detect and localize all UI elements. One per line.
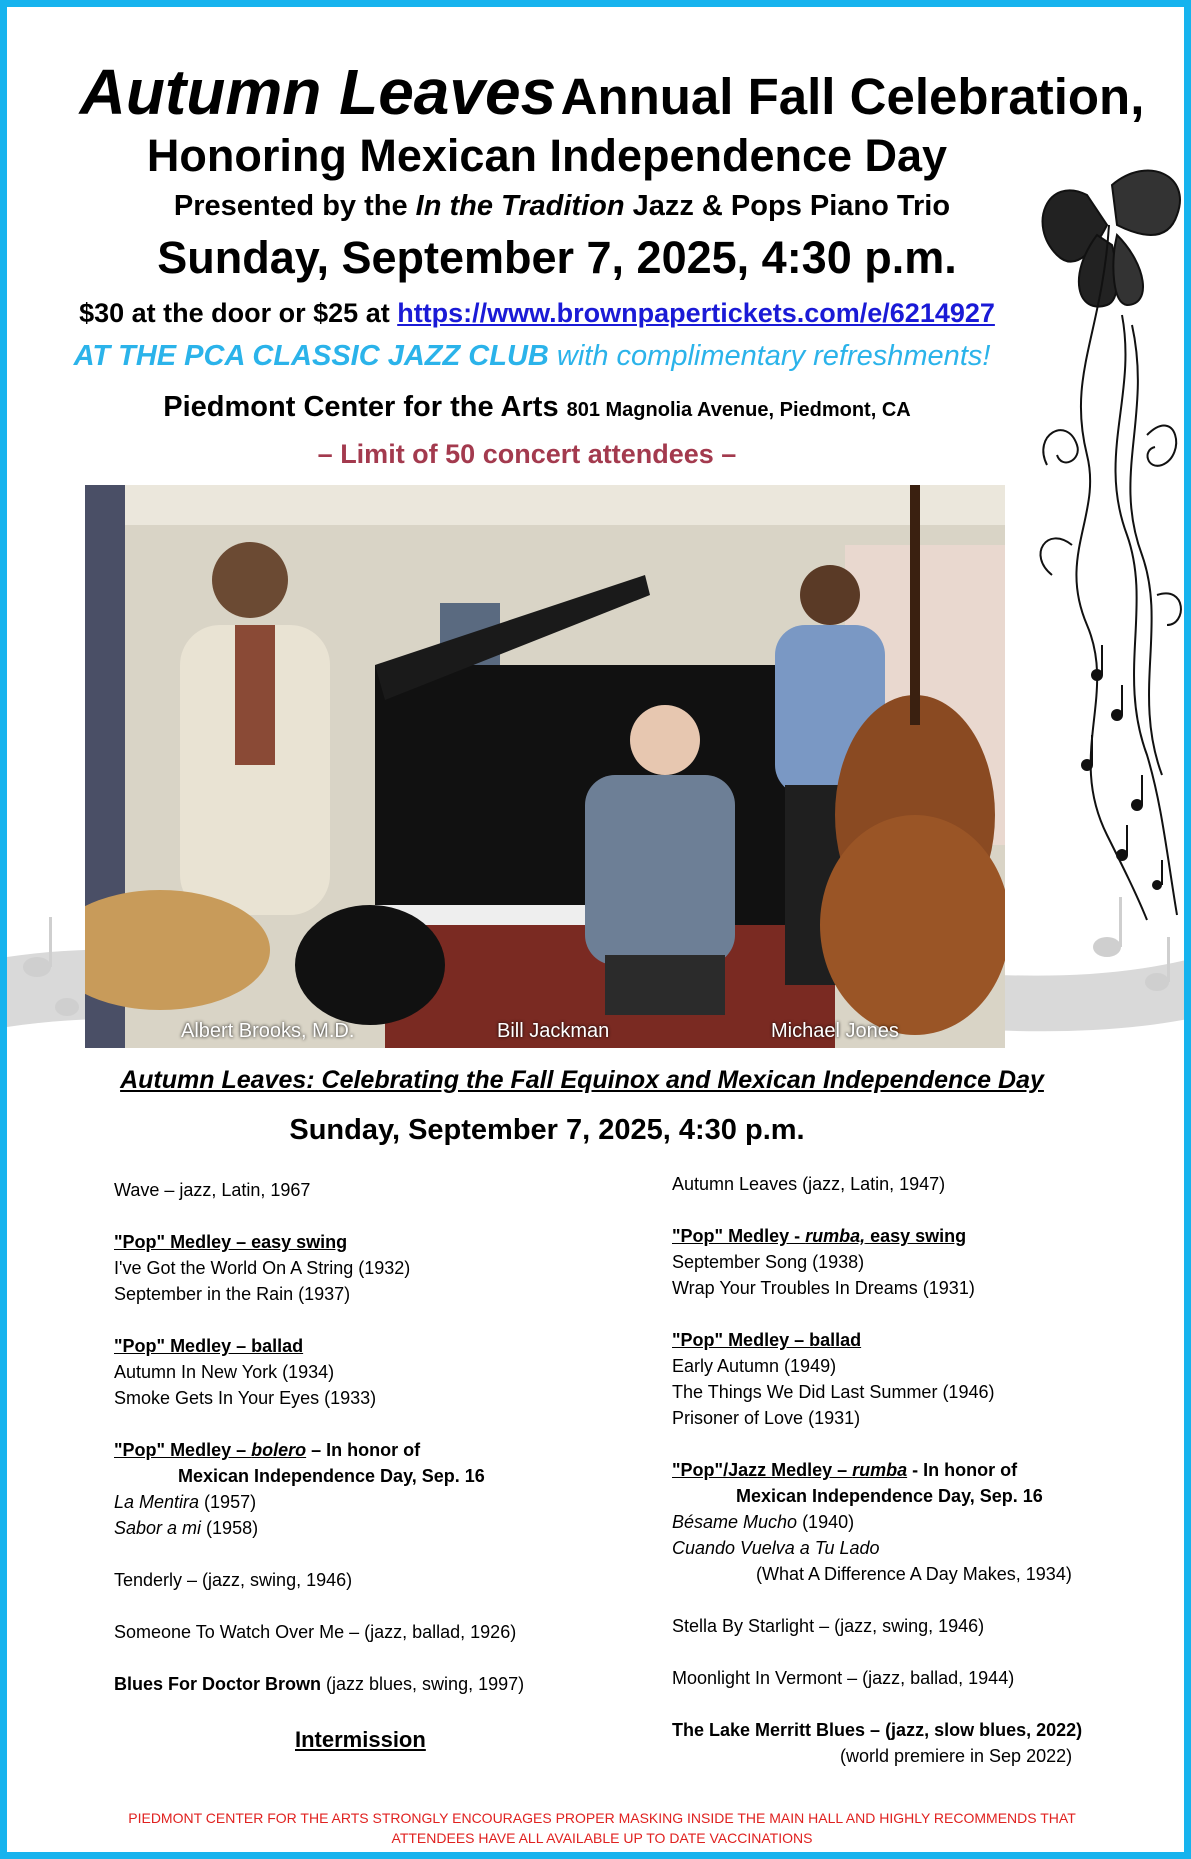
event-datetime: Sunday, September 7, 2025, 4:30 p.m. <box>157 232 957 283</box>
list-item: Early Autumn (1949) <box>672 1356 837 1376</box>
trio-photo <box>85 485 1005 1048</box>
medley-heading: "Pop" Medley – ballad <box>672 1330 862 1350</box>
caption-bill-jackman: Bill Jackman <box>497 1020 610 1042</box>
medley-heading <box>114 1437 674 1463</box>
list-item: Moonlight In Vermont – (jazz, ballad, 1944) <box>672 1668 1015 1688</box>
song-note: (world premiere in Sep 2022) <box>840 1746 1073 1766</box>
medley-heading-line2: Mexican Independence Day, Sep. 16 <box>178 1466 485 1486</box>
medley-heading-pre: "Pop"/Jazz Medley – <box>672 1460 853 1480</box>
program-title <box>82 1066 1082 1095</box>
venue-name: Piedmont Center for the Arts <box>163 391 559 423</box>
song-title: Sabor a mi <box>114 1518 202 1538</box>
medley-heading-pre: "Pop" Medley - <box>672 1226 806 1246</box>
list-item <box>114 1515 674 1541</box>
presented-post: Jazz & Pops Piano Trio <box>624 190 951 222</box>
song-title: La Mentira <box>114 1492 200 1512</box>
caption-albert-brooks: Albert Brooks, M.D. <box>181 1020 355 1042</box>
list-item <box>672 1509 1172 1535</box>
list-item: Tenderly – (jazz, swing, 1946) <box>114 1570 353 1590</box>
medley-heading-post: – In honor of <box>306 1440 421 1460</box>
presented-ensemble: In the Tradition <box>415 190 625 222</box>
list-item: September Song (1938) <box>672 1252 865 1272</box>
song-title: Blues For Doctor Brown <box>114 1674 322 1694</box>
presented-pre: Presented by the <box>173 190 416 222</box>
venue <box>27 391 1047 424</box>
list-item: Cuando Vuelva a Tu Lado <box>672 1538 880 1558</box>
list-item: Prisoner of Love (1931) <box>672 1408 861 1428</box>
song-year: (1957) <box>199 1492 257 1512</box>
list-item: The Things We Did Last Summer (1946) <box>672 1382 995 1402</box>
song-note: (What A Difference A Day Makes, 1934) <box>756 1564 1072 1584</box>
song-year: (1958) <box>201 1518 259 1538</box>
trio-photo-illustration <box>85 485 1005 1048</box>
event-subtitle: Honoring Mexican Independence Day <box>146 130 948 181</box>
program-right-column <box>672 1171 1172 1769</box>
song-year: (1940) <box>797 1512 855 1532</box>
caption-michael-jones: Michael Jones <box>771 1020 899 1042</box>
event-title-rest: Annual Fall Celebration, <box>560 68 1145 125</box>
club-refreshments: with complimentary refreshments! <box>548 340 991 372</box>
medley-heading-ital: bolero <box>251 1440 307 1460</box>
program-title-text: Autumn Leaves: Celebrating the Fall Equinox and Mexican Independence Day <box>120 1066 1044 1094</box>
program-date: Sunday, September 7, 2025, 4:30 p.m. <box>289 1114 805 1146</box>
venue-address: 801 Magnolia Avenue, Piedmont, CA <box>566 399 911 421</box>
list-item: I've Got the World On A String (1932) <box>114 1258 411 1278</box>
list-item <box>114 1489 674 1515</box>
song-title: Bésame Mucho <box>672 1512 798 1532</box>
health-notice: PIEDMONT CENTER FOR THE ARTS STRONGLY ENCOURAGES PROPER MASKING INSIDE THE MAIN HALL AND HIGHLY RECOMMENDS THAT ATTENDEES HAVE ALL AVAILABLE UP TO DATE VACCINATIONS <box>128 1810 1076 1846</box>
song-details: (jazz blues, swing, 1997) <box>321 1674 525 1694</box>
medley-heading-ital: rumba, <box>805 1226 866 1246</box>
list-item: The Lake Merritt Blues – (jazz, slow blues, 2022) <box>672 1720 1083 1740</box>
medley-heading-ital: rumba <box>852 1460 908 1480</box>
list-item: Wrap Your Troubles In Dreams (1931) <box>672 1278 975 1298</box>
medley-heading-pre: "Pop" Medley – <box>114 1440 252 1460</box>
list-item: Someone To Watch Over Me – (jazz, ballad, 1926) <box>114 1622 517 1642</box>
presented-by <box>47 190 1077 223</box>
list-item: Stella By Starlight – (jazz, swing, 1946) <box>672 1616 985 1636</box>
intermission: Intermission <box>295 1727 426 1752</box>
medley-heading <box>672 1457 1172 1483</box>
club-name: AT THE PCA CLASSIC JAZZ CLUB <box>73 340 549 372</box>
attendee-limit: – Limit of 50 concert attendees – <box>317 439 737 469</box>
list-item: September in the Rain (1937) <box>114 1284 351 1304</box>
program-left-column <box>114 1177 674 1697</box>
medley-heading <box>672 1223 1172 1249</box>
list-item: Autumn Leaves (jazz, Latin, 1947) <box>672 1174 946 1194</box>
list-item <box>114 1671 674 1697</box>
medley-heading: "Pop" Medley – ballad <box>114 1336 304 1356</box>
club-line <box>17 340 1047 373</box>
price-text: $30 at the door or $25 at <box>79 298 398 328</box>
event-title <box>57 55 1167 129</box>
ticket-price <box>17 298 1057 329</box>
event-title-italic: Autumn Leaves <box>79 56 557 128</box>
medley-heading-post: easy swing <box>865 1226 967 1246</box>
medley-heading-line2: Mexican Independence Day, Sep. 16 <box>736 1486 1043 1506</box>
medley-heading: "Pop" Medley – easy swing <box>114 1232 348 1252</box>
ticket-link[interactable]: https://www.brownpapertickets.com/e/6214927 <box>397 298 995 328</box>
list-item: Smoke Gets In Your Eyes (1933) <box>114 1388 377 1408</box>
list-item: Wave – jazz, Latin, 1967 <box>114 1180 311 1200</box>
list-item: Autumn In New York (1934) <box>114 1362 335 1382</box>
medley-heading-post: - In honor of <box>907 1460 1018 1480</box>
